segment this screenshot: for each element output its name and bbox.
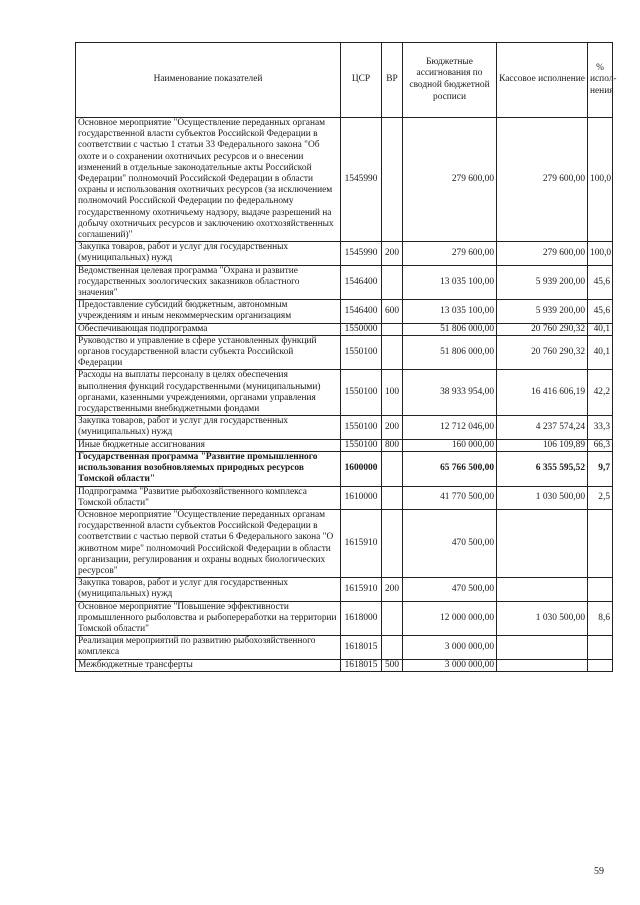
table-row — [76, 416, 613, 439]
table-row — [76, 265, 613, 300]
row-kassa: 20 760 290,32 — [497, 323, 588, 335]
row-csr: 1545990 — [341, 118, 382, 242]
row-csr: 1545990 — [341, 242, 382, 265]
row-budget: 51 806 000,00 — [403, 335, 497, 370]
row-csr: 1546400 — [341, 265, 382, 300]
table-row — [76, 439, 613, 451]
table-row — [76, 300, 613, 323]
row-percent: 33,3 — [588, 416, 613, 439]
table-row — [76, 659, 613, 671]
table-row — [76, 451, 613, 486]
row-vr — [382, 601, 403, 636]
row-budget: 160 000,00 — [403, 439, 497, 451]
row-csr: 1618015 — [341, 659, 382, 671]
row-vr: 200 — [382, 416, 403, 439]
row-name: Ведомственная целевая программа "Охрана и развитие государственных зоологических заказников областного значения" — [76, 265, 341, 300]
row-budget: 12 712 046,00 — [403, 416, 497, 439]
table-row — [76, 509, 613, 577]
row-name: Закупка товаров, работ и услуг для государственных (муниципальных) нужд — [76, 242, 341, 265]
row-percent: 8,6 — [588, 601, 613, 636]
row-percent: 100,0 — [588, 242, 613, 265]
row-budget: 279 600,00 — [403, 242, 497, 265]
row-budget: 470 500,00 — [403, 509, 497, 577]
row-kassa — [497, 578, 588, 601]
row-kassa: 5 939 200,00 — [497, 300, 588, 323]
row-csr: 1615910 — [341, 578, 382, 601]
row-vr: 800 — [382, 439, 403, 451]
row-budget: 65 766 500,00 — [403, 451, 497, 486]
table-row — [76, 578, 613, 601]
row-percent: 2,5 — [588, 486, 613, 509]
row-percent: 40,1 — [588, 335, 613, 370]
row-name: Закупка товаров, работ и услуг для государственных (муниципальных) нужд — [76, 578, 341, 601]
row-vr — [382, 118, 403, 242]
row-csr: 1618000 — [341, 601, 382, 636]
row-csr: 1550100 — [341, 416, 382, 439]
row-kassa: 1 030 500,00 — [497, 601, 588, 636]
row-vr — [382, 451, 403, 486]
row-budget: 51 806 000,00 — [403, 323, 497, 335]
row-percent — [588, 509, 613, 577]
page-number: 59 — [594, 866, 604, 877]
row-name: Основное мероприятие "Повышение эффективности промышленного рыболовства и рыбопереработки на территории Томской области" — [76, 601, 341, 636]
table-row — [76, 636, 613, 659]
row-kassa: 20 760 290,32 — [497, 335, 588, 370]
row-vr: 600 — [382, 300, 403, 323]
row-percent — [588, 659, 613, 671]
row-kassa: 106 109,89 — [497, 439, 588, 451]
row-name: Иные бюджетные ассигнования — [76, 439, 341, 451]
row-vr — [382, 509, 403, 577]
header-csr: ЦСР — [341, 43, 382, 118]
row-csr: 1600000 — [341, 451, 382, 486]
row-csr: 1615910 — [341, 509, 382, 577]
row-percent: 40,1 — [588, 323, 613, 335]
row-percent — [588, 636, 613, 659]
row-percent: 100,0 — [588, 118, 613, 242]
row-kassa: 279 600,00 — [497, 118, 588, 242]
table-row — [76, 323, 613, 335]
row-csr: 1610000 — [341, 486, 382, 509]
row-name: Предоставление субсидий бюджетным, автономным учреждениям и иным некоммерческим организациям — [76, 300, 341, 323]
row-name: Подпрограмма "Развитие рыбохозяйственного комплекса Томской области" — [76, 486, 341, 509]
row-kassa — [497, 636, 588, 659]
row-percent: 9,7 — [588, 451, 613, 486]
row-kassa: 16 416 606,19 — [497, 370, 588, 416]
row-kassa: 279 600,00 — [497, 242, 588, 265]
row-name: Реализация мероприятий по развитию рыбохозяйственного комплекса — [76, 636, 341, 659]
table-header-row — [76, 43, 613, 118]
row-name: Закупка товаров, работ и услуг для государственных (муниципальных) нужд — [76, 416, 341, 439]
table-row — [76, 486, 613, 509]
row-csr: 1546400 — [341, 300, 382, 323]
table-row — [76, 335, 613, 370]
row-csr: 1550100 — [341, 335, 382, 370]
row-kassa: 5 939 200,00 — [497, 265, 588, 300]
row-vr — [382, 335, 403, 370]
table-row — [76, 370, 613, 416]
row-csr: 1550100 — [341, 370, 382, 416]
row-csr: 1550000 — [341, 323, 382, 335]
row-budget: 279 600,00 — [403, 118, 497, 242]
row-name: Руководство и управление в сфере установленных функций органов государственной власти субъекта Российской Федерации — [76, 335, 341, 370]
header-budget: Бюджетные ассигнования по сводной бюджетной росписи — [403, 43, 497, 118]
row-vr — [382, 323, 403, 335]
header-name: Наименование показателей — [76, 43, 341, 118]
row-name: Основное мероприятие "Осуществление переданных органам государственной власти субъектов Российской Федерации в соответствии с частью первой статьи 6 Федерального закона "О животном мире" полномочий Российской Федерации в области организации, регулирования и охраны водных биологических ресурсов" — [76, 509, 341, 577]
header-kassa: Кассовое исполнение — [497, 43, 588, 118]
row-budget: 38 933 954,00 — [403, 370, 497, 416]
table-row — [76, 118, 613, 242]
budget-execution-table — [75, 42, 617, 672]
row-name: Межбюджетные трансферты — [76, 659, 341, 671]
header-percent: % испол-нения — [588, 43, 613, 118]
row-budget: 41 770 500,00 — [403, 486, 497, 509]
row-budget: 3 000 000,00 — [403, 659, 497, 671]
row-kassa: 4 237 574,24 — [497, 416, 588, 439]
row-vr — [382, 636, 403, 659]
row-percent: 42,2 — [588, 370, 613, 416]
row-percent: 45,6 — [588, 300, 613, 323]
header-vr: ВР — [382, 43, 403, 118]
row-budget: 12 000 000,00 — [403, 601, 497, 636]
row-name: Расходы на выплаты персоналу в целях обеспечения выполнения функций государственными (муниципальными) органами, казенными учреждениями, органами управления государственными внебюджетными фондами — [76, 370, 341, 416]
row-percent: 66,3 — [588, 439, 613, 451]
row-vr: 200 — [382, 242, 403, 265]
row-budget: 470 500,00 — [403, 578, 497, 601]
row-csr: 1550100 — [341, 439, 382, 451]
row-name: Государственная программа "Развитие промышленного использования возобновляемых природных ресурсов Томской области" — [76, 451, 341, 486]
table-row — [76, 601, 613, 636]
row-csr: 1618015 — [341, 636, 382, 659]
row-kassa — [497, 509, 588, 577]
row-vr — [382, 265, 403, 300]
row-budget: 13 035 100,00 — [403, 265, 497, 300]
row-vr: 200 — [382, 578, 403, 601]
row-kassa — [497, 659, 588, 671]
row-budget: 3 000 000,00 — [403, 636, 497, 659]
row-budget: 13 035 100,00 — [403, 300, 497, 323]
row-percent — [588, 578, 613, 601]
row-vr — [382, 486, 403, 509]
row-kassa: 6 355 595,52 — [497, 451, 588, 486]
row-name: Основное мероприятие "Осуществление переданных органам государственной власти субъектов Российской Федерации в соответствии с частью 1 статьи 33 Федерального закона "Об охоте и о сохранении охотничьих ресурсов и о внесении изменений в отдельные законодательные акты Российской Федерации" полномочий Российской Федерации в области охраны и использования охотничьих ресурсов (за исключением полномочий Российской Федерации по федеральному государственному охотничьему надзору, выдаче разрешений на добычу охотничьих ресурсов и заключению охотхозяйственных соглашений)" — [76, 118, 341, 242]
row-vr: 500 — [382, 659, 403, 671]
row-percent: 45,6 — [588, 265, 613, 300]
table-row — [76, 242, 613, 265]
row-name: Обеспечивающая подпрограмма — [76, 323, 341, 335]
row-vr: 100 — [382, 370, 403, 416]
row-kassa: 1 030 500,00 — [497, 486, 588, 509]
